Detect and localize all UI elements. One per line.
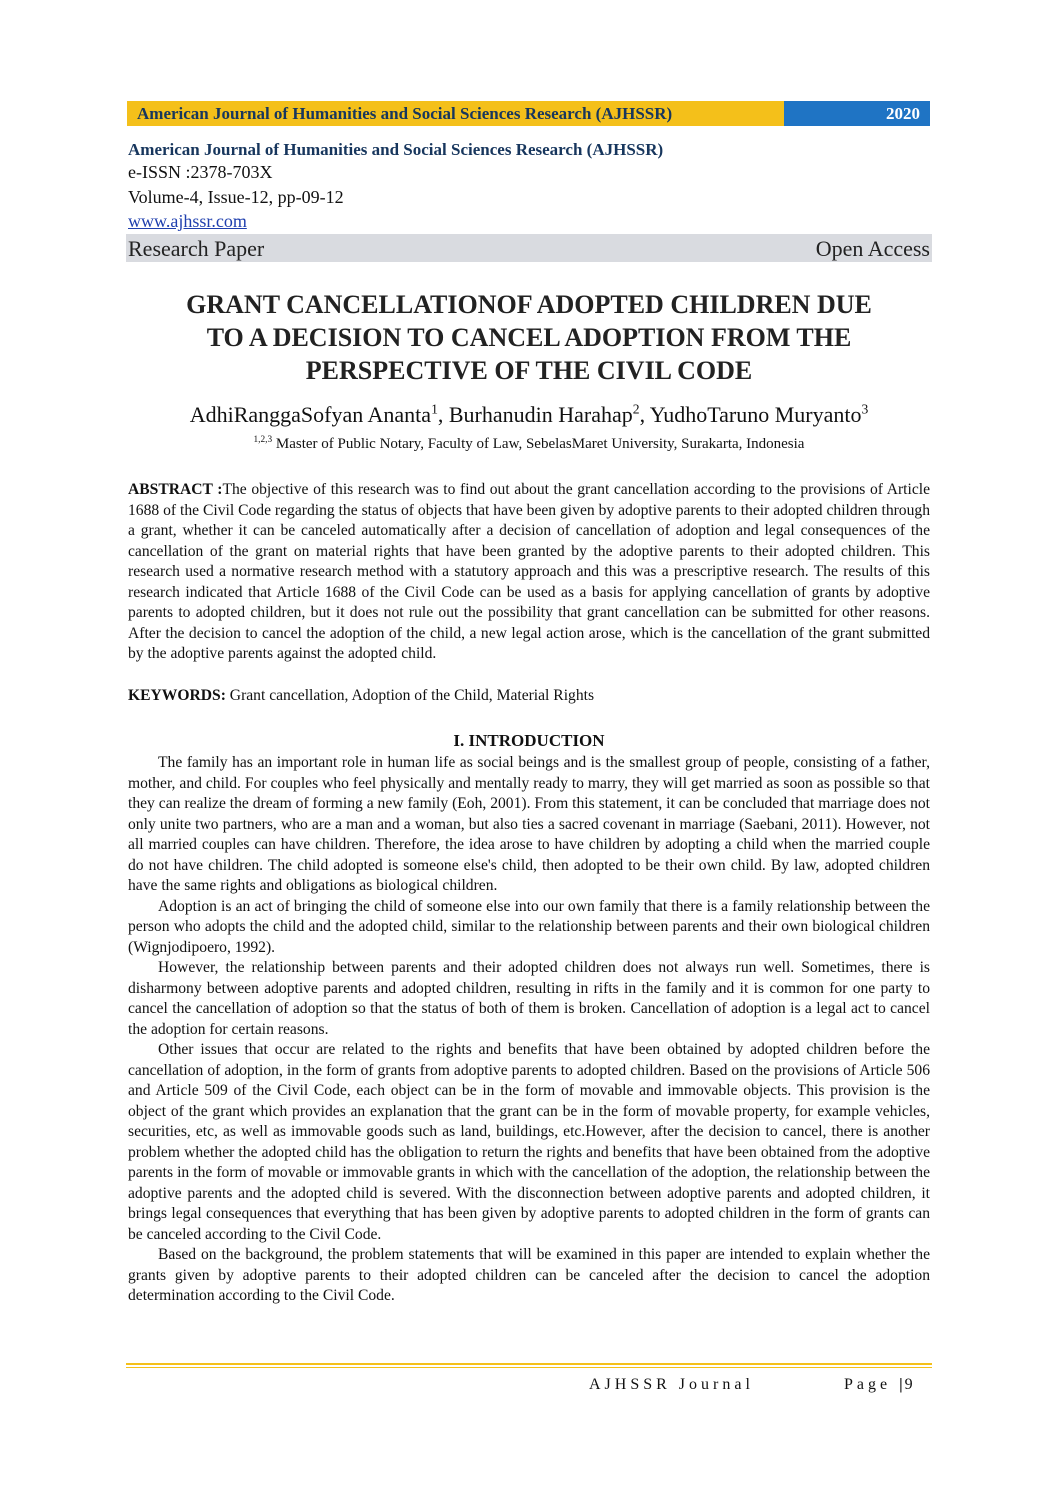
paper-type-label: Research Paper	[128, 236, 265, 261]
journal-issn: e-ISSN :2378-703X	[128, 162, 273, 182]
keywords	[128, 686, 930, 707]
journal-volume: Volume-4, Issue-12, pp-09-12	[128, 187, 344, 207]
author-affiliation	[120, 436, 938, 453]
header-year: 2020	[886, 104, 920, 123]
author-affiliation-mark: 2	[632, 401, 640, 417]
footer-journal-name: AJHSSR Journal	[589, 1376, 754, 1393]
introduction-body	[128, 753, 930, 1307]
author-affiliation-mark: 3	[861, 401, 869, 417]
author-separator: ,	[639, 402, 650, 427]
author-list	[120, 402, 938, 428]
footer-page-divider: |	[899, 1376, 905, 1393]
author-name: Burhanudin Harahap	[448, 402, 633, 427]
intro-paragraph: The family has an important role in human life as social beings and is the smallest group of people, consisting of a father, mother, and child. For couples who feel physically and mentally ready to marry, they will get married as soon as possible so that they can realize the dream of forming a new family (Eoh, 2001). From this statement, it can be concluded that marriage does not only unite two partners, who are a man and a woman, but also ties a sacred covenant in marriage (Saebani, 2011). However, not all married couples can have children. Therefore, the idea arose to have children by adopting a child when the married couple do not have children. The child adopted is someone else's child, then adopted to be their own child. By law, adopted children have the same rights and obligations as biological children.	[128, 754, 930, 894]
paper-type-bar	[126, 234, 932, 262]
title-line: GRANT CANCELLATIONOF ADOPTED CHILDREN DUE	[186, 290, 872, 319]
intro-paragraph: Adoption is an act of bringing the child of someone else into our own family that there is a family relationship between the person who adopts the child and the adopted child, similar to the relationship between parents and their own biological children (Wignjodipoero, 1992).	[128, 897, 930, 956]
journal-header-band	[127, 101, 930, 126]
intro-paragraph: Based on the background, the problem statements that will be examined in this paper are intended to explain whether the grants given by adoptive parents to their adopted children can be canceled after the decision to cancel the adoption determination according to the Civil Code.	[128, 1246, 930, 1304]
footer-page-value: 9	[904, 1376, 917, 1393]
footer-page-number	[844, 1376, 917, 1394]
paper-title	[120, 288, 938, 387]
footer-page-label: Page	[844, 1376, 892, 1393]
title-line: PERSPECTIVE OF THE CIVIL CODE	[305, 356, 753, 385]
footer-rule	[126, 1367, 932, 1368]
header-band-left	[127, 101, 784, 126]
open-access-label: Open Access	[815, 236, 930, 261]
author-name: AdhiRanggaSofyan Ananta	[189, 402, 432, 427]
affiliation-text: Master of Public Notary, Faculty of Law, SebelasMaret University, Surakarta, Indonesia	[272, 436, 805, 452]
intro-paragraph: Other issues that occur are related to the rights and benefits that have been obtained by adopted children before the cancellation of adoption, in the form of grants from adoptive parents to adopted children. Based on the provisions of Article 506 and Article 509 of the Civil Code, each object can be in the form of movable and immovable objects. This provision is the object of the grant which provides an explanation that the grant can be in the form of movable property, for example vehicles, securities, etc, as well as immovable goods such as land, buildings, etc.However, after the decision to cancel, there is another problem whether the adopted child has the obligation to return the rights and benefits that have been obtained from the adoptive parents in the form of movable or immovable grants in which with the cancellation of the adoption, the relationship between the adoptive parents and the adopted child is severed. With the disconnection between adoptive parents and adopted children, it brings legal consequences that everything that has been given by adoptive parents to adopted children in the form of grants can be canceled according to the Civil Code.	[128, 1041, 930, 1243]
intro-paragraph: However, the relationship between parents and their adopted children does not always run well. Sometimes, there is disharmony between adoptive parents and adopted children, resulting in rifts in the family and it is common for one party to cancel the cancellation of adoption so that the status of both of them is broken. Cancellation of adoption is a legal act to cancel the adoption for certain reasons.	[128, 959, 930, 1038]
author-name: YudhoTaruno Muryanto	[649, 402, 862, 427]
author-affiliation-mark: 1	[431, 401, 438, 417]
keywords-text: Grant cancellation, Adoption of the Child, Material Rights	[225, 687, 595, 704]
title-line: TO A DECISION TO CANCEL ADOPTION FROM THE	[206, 323, 852, 352]
section-heading-introduction: I. INTRODUCTION	[453, 731, 605, 750]
journal-name: American Journal of Humanities and Social Sciences Research (AJHSSR)	[128, 140, 664, 159]
abstract	[128, 480, 930, 665]
affiliation-mark: 1,2,3	[253, 435, 273, 445]
journal-url-link[interactable]: www.ajhssr.com	[128, 211, 247, 231]
author-separator: ,	[437, 402, 449, 427]
keywords-label: KEYWORDS:	[128, 687, 226, 704]
abstract-text: The objective of this research was to find out about the grant cancellation according to the provisions of Article 1688 of the Civil Code regarding the status of objects that have been given by adoptive parents to their adopted children through a grant, whether it can be canceled automatically after a decision of cancellation of adoption and legal consequences of the cancellation of the grant on material rights that have been granted by the adoptive parents to their adopted children. This research used a normative research method with a statutory approach and this was a prescriptive research. The results of this research indicated that Article 1688 of the Civil Code can be used as a basis for applying cancellation of grants by adoptive parents to adopted children, but it does not rule out the possibility that grant cancellation can be submitted for other reasons. After the decision to cancel the adoption of the child, a new legal action arose, which is the cancellation of the grant submitted by the adoptive parents against the adopted child.	[128, 481, 930, 662]
abstract-label: ABSTRACT :	[128, 481, 223, 498]
header-journal-title: American Journal of Humanities and Social Sciences Research (AJHSSR)	[137, 104, 673, 123]
footer-rule	[126, 1363, 932, 1365]
header-band-right	[784, 101, 930, 126]
